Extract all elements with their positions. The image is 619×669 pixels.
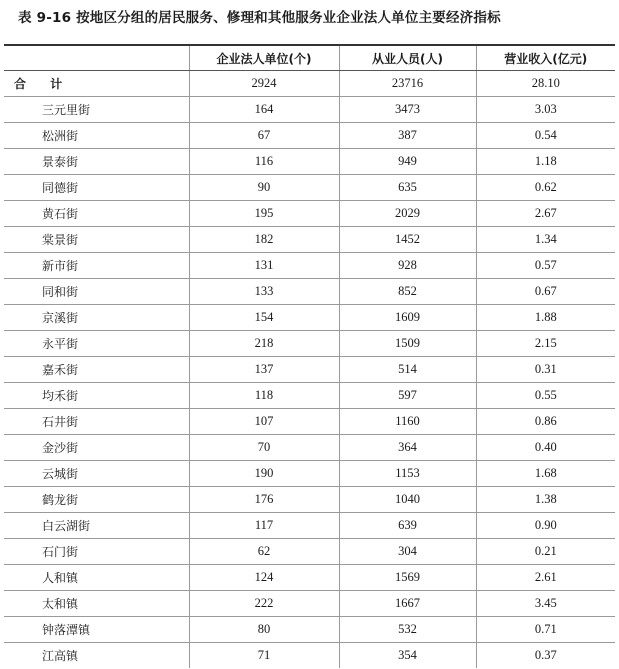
row-label: 钟落潭镇 <box>4 617 189 643</box>
table-row <box>4 279 615 305</box>
row-label: 太和镇 <box>4 591 189 617</box>
cell-units: 117 <box>189 513 339 539</box>
header-region <box>4 45 189 71</box>
table-row <box>4 357 615 383</box>
row-label: 景泰街 <box>4 149 189 175</box>
row-label: 金沙街 <box>4 435 189 461</box>
cell-revenue: 1.88 <box>476 305 615 331</box>
row-label: 白云湖街 <box>4 513 189 539</box>
table-row <box>4 201 615 227</box>
cell-units: 70 <box>189 435 339 461</box>
table-row <box>4 461 615 487</box>
cell-units: 176 <box>189 487 339 513</box>
row-label: 京溪街 <box>4 305 189 331</box>
cell-employees: 597 <box>339 383 476 409</box>
table-row <box>4 331 615 357</box>
table-row-total <box>4 71 615 97</box>
table-row <box>4 435 615 461</box>
cell-employees: 364 <box>339 435 476 461</box>
cell-revenue: 3.45 <box>476 591 615 617</box>
row-label: 松洲街 <box>4 123 189 149</box>
table-row <box>4 97 615 123</box>
economic-indicators-table <box>4 44 615 668</box>
cell-revenue: 0.67 <box>476 279 615 305</box>
row-label: 嘉禾街 <box>4 357 189 383</box>
cell-revenue: 3.03 <box>476 97 615 123</box>
cell-units: 190 <box>189 461 339 487</box>
row-label: 新市街 <box>4 253 189 279</box>
cell-employees: 949 <box>339 149 476 175</box>
header-employees: 从业人员(人) <box>339 45 476 71</box>
cell-units: 118 <box>189 383 339 409</box>
cell-employees: 514 <box>339 357 476 383</box>
table-row <box>4 305 615 331</box>
cell-revenue: 1.68 <box>476 461 615 487</box>
row-label: 江高镇 <box>4 643 189 669</box>
cell-employees: 1569 <box>339 565 476 591</box>
row-label: 三元里街 <box>4 97 189 123</box>
cell-units: 80 <box>189 617 339 643</box>
table-row <box>4 123 615 149</box>
header-enterprise-units: 企业法人单位(个) <box>189 45 339 71</box>
cell-units: 62 <box>189 539 339 565</box>
table-row <box>4 513 615 539</box>
table-row <box>4 617 615 643</box>
cell-employees: 1452 <box>339 227 476 253</box>
cell-revenue: 1.38 <box>476 487 615 513</box>
cell-revenue: 0.62 <box>476 175 615 201</box>
cell-units: 154 <box>189 305 339 331</box>
cell-units: 67 <box>189 123 339 149</box>
cell-employees: 2029 <box>339 201 476 227</box>
cell-units: 107 <box>189 409 339 435</box>
cell-units: 164 <box>189 97 339 123</box>
cell-employees: 1609 <box>339 305 476 331</box>
row-label: 同和街 <box>4 279 189 305</box>
cell-revenue: 28.10 <box>476 71 615 97</box>
cell-revenue: 0.71 <box>476 617 615 643</box>
cell-revenue: 0.90 <box>476 513 615 539</box>
cell-revenue: 2.15 <box>476 331 615 357</box>
cell-employees: 1153 <box>339 461 476 487</box>
cell-units: 218 <box>189 331 339 357</box>
cell-units: 182 <box>189 227 339 253</box>
cell-units: 131 <box>189 253 339 279</box>
table-row <box>4 227 615 253</box>
row-label: 均禾街 <box>4 383 189 409</box>
table-row <box>4 383 615 409</box>
cell-revenue: 1.34 <box>476 227 615 253</box>
row-label: 石井街 <box>4 409 189 435</box>
cell-revenue: 0.37 <box>476 643 615 669</box>
cell-employees: 1160 <box>339 409 476 435</box>
cell-employees: 23716 <box>339 71 476 97</box>
cell-employees: 852 <box>339 279 476 305</box>
cell-revenue: 1.18 <box>476 149 615 175</box>
cell-units: 124 <box>189 565 339 591</box>
cell-units: 116 <box>189 149 339 175</box>
table-row <box>4 591 615 617</box>
header-revenue: 营业收入(亿元) <box>476 45 615 71</box>
row-label: 棠景街 <box>4 227 189 253</box>
table-row <box>4 149 615 175</box>
cell-employees: 635 <box>339 175 476 201</box>
cell-revenue: 0.21 <box>476 539 615 565</box>
table-row <box>4 539 615 565</box>
cell-employees: 928 <box>339 253 476 279</box>
cell-employees: 354 <box>339 643 476 669</box>
table-row <box>4 253 615 279</box>
cell-revenue: 0.31 <box>476 357 615 383</box>
cell-units: 133 <box>189 279 339 305</box>
cell-units: 222 <box>189 591 339 617</box>
table-row <box>4 565 615 591</box>
cell-revenue: 0.40 <box>476 435 615 461</box>
table-body <box>4 71 615 669</box>
cell-revenue: 0.57 <box>476 253 615 279</box>
cell-employees: 639 <box>339 513 476 539</box>
cell-employees: 1509 <box>339 331 476 357</box>
cell-units: 90 <box>189 175 339 201</box>
cell-units: 2924 <box>189 71 339 97</box>
row-label: 黄石街 <box>4 201 189 227</box>
row-label: 合 计 <box>4 71 189 97</box>
row-label: 石门街 <box>4 539 189 565</box>
table-header-row <box>4 45 615 71</box>
cell-units: 137 <box>189 357 339 383</box>
cell-revenue: 0.54 <box>476 123 615 149</box>
row-label: 人和镇 <box>4 565 189 591</box>
cell-revenue: 0.55 <box>476 383 615 409</box>
row-label: 鹤龙街 <box>4 487 189 513</box>
row-label: 永平街 <box>4 331 189 357</box>
cell-units: 195 <box>189 201 339 227</box>
table-row <box>4 487 615 513</box>
cell-employees: 304 <box>339 539 476 565</box>
cell-revenue: 2.61 <box>476 565 615 591</box>
cell-units: 71 <box>189 643 339 669</box>
table-row <box>4 643 615 669</box>
cell-employees: 532 <box>339 617 476 643</box>
table-title: 表 9-16 按地区分组的居民服务、修理和其他服务业企业法人单位主要经济指标 <box>18 10 501 26</box>
cell-employees: 3473 <box>339 97 476 123</box>
cell-employees: 1040 <box>339 487 476 513</box>
cell-employees: 1667 <box>339 591 476 617</box>
table-row <box>4 175 615 201</box>
table-row <box>4 409 615 435</box>
cell-employees: 387 <box>339 123 476 149</box>
cell-revenue: 0.86 <box>476 409 615 435</box>
row-label: 同德街 <box>4 175 189 201</box>
cell-revenue: 2.67 <box>476 201 615 227</box>
row-label: 云城街 <box>4 461 189 487</box>
